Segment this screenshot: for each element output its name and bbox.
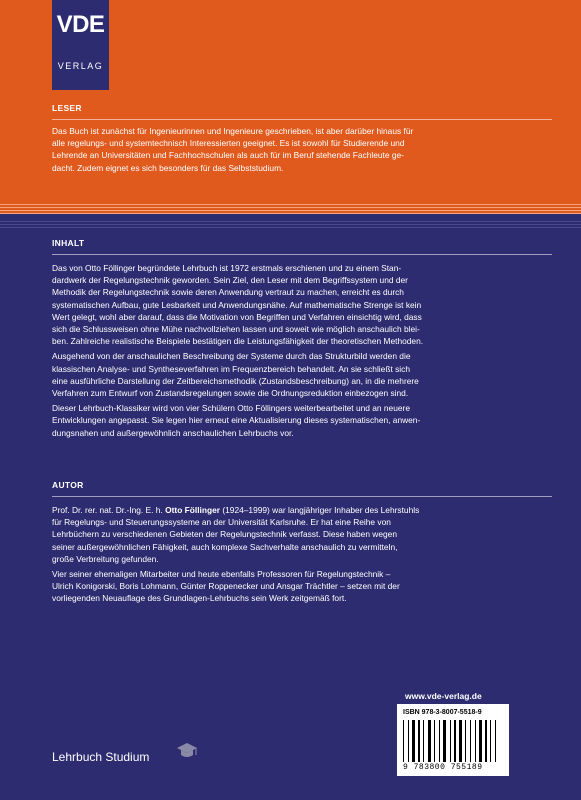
text-line: Entwicklungen angepasst. Sie legen hier erneut eine Aktualisierung dieses systematischen, anwen- <box>52 415 421 426</box>
text-line: Das Buch ist zunächst für Ingenieurinnen und Ingenieure geschrieben, ist aber darüber hinaus für <box>52 126 414 136</box>
decorative-stripes-blue <box>0 221 581 229</box>
text-line: Ausgehend von der anschaulichen Beschreibung der Systeme durch das Strukturbild werden die <box>52 351 411 362</box>
barcode-bar <box>423 720 424 762</box>
barcode-bar <box>412 720 415 762</box>
barcode-bar <box>454 720 456 762</box>
series-label: Lehrbuch Studium <box>52 750 150 764</box>
leser-section <box>52 103 552 175</box>
text-line: dacht. Zudem eignet es sich besonders für das Selbststudium. <box>52 162 284 173</box>
text-line: Methodik der Regelungstechnik sowie deren Anwendung vertraut zu machen, erreicht es durch <box>52 287 404 298</box>
barcode-bar <box>467 720 469 762</box>
barcode-bar <box>428 720 431 762</box>
autor-paragraph-2 <box>52 568 552 605</box>
barcode-bar <box>457 720 458 762</box>
author-name: Otto Föllinger <box>165 505 221 515</box>
barcode-bar <box>479 720 482 762</box>
barcode-bar <box>483 720 484 762</box>
text-line: ben. Zahlreiche realistische Beispiele bestätigen die Leistungsfähigkeit der theoretischen Methoden. <box>52 336 424 347</box>
leser-heading: LESER <box>52 103 82 113</box>
text-line: große Verbreitung gefunden. <box>52 553 159 564</box>
text-line: Ulrich Konigorski, Boris Lohmann, Günter Roppenecker und Ansgar Trächtler – setzen mit der <box>52 581 400 592</box>
barcode-bar <box>439 720 440 762</box>
inhalt-section <box>52 238 552 440</box>
text-line: sich die Schlussweisen ohne Mühe nachvollziehen lassen und soweit wie möglich anschaulich blei- <box>52 324 420 335</box>
barcode-bar <box>447 720 449 762</box>
barcode-bar <box>475 720 476 762</box>
logo-subtext: VERLAG <box>57 61 104 71</box>
barcode-bar <box>432 720 433 762</box>
barcode-box <box>397 704 509 776</box>
barcode-number: 9 783800 755189 <box>403 763 483 772</box>
barcode-bar <box>421 720 422 762</box>
barcode-bar <box>434 720 435 762</box>
barcode-bar <box>403 720 404 762</box>
text-line: seiner außergewöhnlichen Fähigkeit, auch komplexe Sachverhalte anschaulich zu vermitteln, <box>52 541 398 552</box>
inhalt-paragraph-1 <box>52 262 552 347</box>
logo-text: VDE <box>56 11 105 38</box>
text-line: alle regelungs- und systemtechnisch Interessierten geeignet. Es ist sowohl für Studierende und <box>52 138 405 149</box>
barcode-bar <box>488 720 489 762</box>
barcode-bar <box>416 720 417 762</box>
barcode-bar <box>425 720 427 762</box>
barcode-bar <box>492 720 494 762</box>
text-line: eine ausführliche Darstellung der Zeitbereichsmethodik (Zustandsbeschreibung) an, in die mehrere <box>52 375 419 386</box>
text-line: Vier seiner ehemaligen Mitarbeiter und heute ebenfalls Professoren für Regelungstechnik – <box>52 569 391 580</box>
text-line: Lehrende an Universitäten und Fachhochschulen als auch für im Beruf stehende Fachleute ge- <box>52 150 404 161</box>
text-line: klassischen Analyse- und Syntheseverfahren im Frequenzbereich behandelt. An sie schließt sich <box>52 363 410 374</box>
orange-header-band <box>0 0 581 214</box>
text-line: Verfahren zum Entwurf von Zustandsregelungen sowie die Ordnungsreduktion einbezogen sind. <box>52 388 409 399</box>
divider <box>52 119 552 120</box>
barcode-bar <box>485 720 487 762</box>
barcode-bar <box>418 720 420 762</box>
inhalt-paragraph-2 <box>52 350 552 399</box>
isbn-text: ISBN 978-3-8007-5518-9 <box>403 709 482 716</box>
text-line: Das von Otto Föllinger begründete Lehrbuch ist 1972 erstmals erschienen und zu einem Stan- <box>52 263 402 273</box>
barcode-bar <box>450 720 451 762</box>
text-line: Dieser Lehrbuch-Klassiker wird von vier Schülern Otto Föllingers weiterbearbeitet und an neuere <box>52 403 410 414</box>
text-fragment: Prof. Dr. rer. nat. Dr.-Ing. E. h. <box>52 505 166 515</box>
barcode-bar <box>495 720 496 762</box>
barcode-bar <box>472 720 474 762</box>
barcode-bar <box>405 720 407 762</box>
text-line: vorliegenden Neuauflage des Grundlagen-Lehrbuchs sein Werk zeitgemäß fort. <box>52 593 347 604</box>
barcode <box>403 720 503 762</box>
autor-heading: AUTOR <box>52 480 84 490</box>
text-line: dungsnahen und außergewöhnlich anschaulichen Lehrbuchs vor. <box>52 427 294 438</box>
text-fragment: (1924–1999) war langjähriger Inhaber des Lehrstuhls <box>220 505 420 515</box>
barcode-bar <box>470 720 471 762</box>
barcode-bar <box>463 720 464 762</box>
barcode-bar <box>443 720 446 762</box>
barcode-bar <box>459 720 462 762</box>
barcode-bar <box>410 720 411 762</box>
website-link[interactable]: www.vde-verlag.de <box>405 691 482 701</box>
barcode-bar <box>452 720 453 762</box>
decorative-stripes <box>0 204 581 214</box>
divider <box>52 254 552 255</box>
barcode-bar <box>436 720 438 762</box>
barcode-bar <box>408 720 409 762</box>
inhalt-heading: INHALT <box>52 238 85 248</box>
text-line: dardwerk der Regelungstechnik geworden. Sein Ziel, den Leser mit dem Begriffssystem und der <box>52 275 408 286</box>
text-line: für Regelungs- und Steuerungssysteme an der Universität Karlsruhe. Er hat eine Reihe von <box>52 517 391 528</box>
barcode-bar <box>477 720 478 762</box>
barcode-bar <box>465 720 466 762</box>
text-line: Wert gelegt, wohl aber darauf, dass die Motivation von Begriffen und Verfahren einsichtig wird, dass <box>52 311 422 322</box>
text-line: systematischen Aufbau, gute Lesbarkeit und Anwendungsnähe. Auf mathematische Strenge ist kein <box>52 299 422 310</box>
inhalt-paragraph-3 <box>52 402 552 439</box>
autor-section <box>52 480 552 606</box>
autor-paragraph-1 <box>52 504 552 565</box>
divider <box>52 496 552 497</box>
vde-logo <box>52 0 109 90</box>
barcode-bar <box>441 720 442 762</box>
barcode-bar <box>490 720 491 762</box>
leser-text <box>52 125 552 174</box>
barcode-bar <box>497 720 500 762</box>
text-line: Lehrbüchern zu verschiedenen Gebieten der Regelungstechnik verfasst. Diese haben wegen <box>52 529 397 540</box>
graduation-cap-icon <box>176 740 198 762</box>
